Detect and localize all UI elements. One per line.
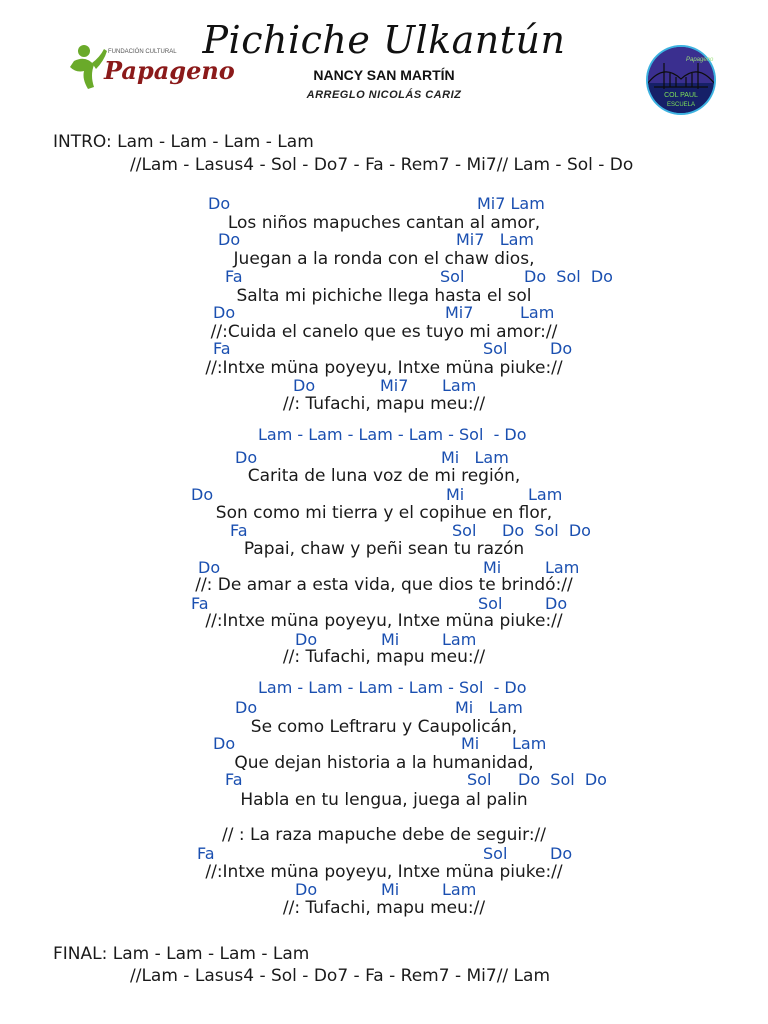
lyric-line: //:Cuida el canelo que es tuyo mi amor:// (210, 322, 558, 342)
chord: Sol (483, 844, 508, 863)
badge-top-text: Papageno (686, 57, 714, 63)
chord: Do (213, 303, 236, 322)
papageno-logo-small-text: FUNDACIÓN CULTURAL (108, 49, 177, 55)
chord: Mi7 (380, 376, 409, 395)
chord: Fa (225, 267, 243, 286)
chord: Fa (191, 594, 209, 613)
chord: Fa (197, 844, 215, 863)
lyric-line: //: Tufachi, mapu meu:// (282, 394, 486, 414)
chord: Mi (446, 485, 465, 504)
chord: Do Sol Do (502, 521, 591, 540)
song-title: Pichiche Ulkantún (202, 18, 566, 62)
intro-line-1: INTRO: Lam - Lam - Lam - Lam (53, 132, 314, 152)
chord: Mi7 Lam (477, 194, 545, 213)
chord: Lam (512, 734, 547, 753)
chord: Mi (483, 558, 502, 577)
papageno-logo-text: Papageno (104, 56, 235, 85)
chord: Do (218, 230, 241, 249)
chord: Lam (442, 880, 477, 899)
lyric-line: // : La raza mapuche debe de seguir:// (222, 825, 546, 845)
chord: Do (295, 630, 318, 649)
chord: Do (235, 698, 258, 717)
chord: Fa (213, 339, 231, 358)
lyric-line: Se como Leftraru y Caupolicán, (250, 717, 518, 737)
chord: Do (545, 594, 568, 613)
chord: Fa (225, 770, 243, 789)
chord: Mi Lam (455, 698, 523, 717)
interlude-chords: Lam - Lam - Lam - Lam - Sol - Do (258, 678, 527, 697)
chord: Do Sol Do (518, 770, 607, 789)
chord: Sol (452, 521, 477, 540)
chord: Mi (381, 630, 400, 649)
final-line-1: FINAL: Lam - Lam - Lam - Lam (53, 944, 310, 964)
chord: Lam (442, 376, 477, 395)
chord: Do (295, 880, 318, 899)
lyric-line: Papai, chaw y peñi sean tu razón (243, 539, 525, 559)
chord: Mi (461, 734, 480, 753)
lyric-line: //:Intxe müna poyeyu, Intxe müna piuke:// (205, 611, 563, 631)
lyric-line: //: Tufachi, mapu meu:// (282, 898, 486, 918)
lyric-line: Que dejan historia a la humanidad, (234, 753, 534, 773)
chord: Do (198, 558, 221, 577)
chord: Lam (528, 485, 563, 504)
interlude-chords: Lam - Lam - Lam - Lam - Sol - Do (258, 425, 527, 444)
lyric-line: Son como mi tierra y el copihue en flor, (215, 503, 553, 523)
chord: Lam (545, 558, 580, 577)
chord: Do (208, 194, 231, 213)
chord: Mi Lam (441, 448, 509, 467)
chord: Do (550, 844, 573, 863)
lyric-line: //:Intxe müna poyeyu, Intxe müna piuke:// (205, 358, 563, 378)
chord: Lam (442, 630, 477, 649)
chord: Sol (467, 770, 492, 789)
chord: Sol (440, 267, 465, 286)
chord: Mi7 (445, 303, 474, 322)
chord: Do Sol Do (524, 267, 613, 286)
final-line-2: //Lam - Lasus4 - Sol - Do7 - Fa - Rem7 - Mi7// Lam (130, 966, 551, 986)
lyric-line: //: De amar a esta vida, que dios te brindó:// (195, 575, 573, 595)
lyric-line: //: Tufachi, mapu meu:// (282, 647, 486, 667)
lyric-line: Habla en tu lengua, juega al palin (240, 790, 528, 810)
badge-bottom-text-2: ESCUELA (667, 102, 696, 108)
chord: Do (191, 485, 214, 504)
lyric-line: Carita de luna voz de mi región, (247, 466, 521, 486)
intro-line-2: //Lam - Lasus4 - Sol - Do7 - Fa - Rem7 - Mi7// Lam - Sol - Do (130, 155, 634, 175)
chord: Lam (520, 303, 555, 322)
chord: Mi7 Lam (456, 230, 534, 249)
song-author: NANCY SAN MARTÍN (313, 67, 455, 83)
chord: Do (293, 376, 316, 395)
badge-bottom-text-1: COL PAUL (664, 92, 699, 99)
lyric-line: Los niños mapuches cantan al amor, (227, 213, 541, 233)
chord: Sol (483, 339, 508, 358)
lyric-line: Juegan a la ronda con el chaw dios, (233, 249, 535, 269)
chord: Mi (381, 880, 400, 899)
lyric-line: //:Intxe müna poyeyu, Intxe müna piuke:// (205, 862, 563, 882)
chord: Fa (230, 521, 248, 540)
chord: Do (550, 339, 573, 358)
song-arranger: ARREGLO NICOLÁS CARIZ (306, 89, 462, 101)
chord: Do (235, 448, 258, 467)
lyric-line: Salta mi pichiche llega hasta el sol (236, 286, 532, 306)
chord: Sol (478, 594, 503, 613)
chord: Do (213, 734, 236, 753)
